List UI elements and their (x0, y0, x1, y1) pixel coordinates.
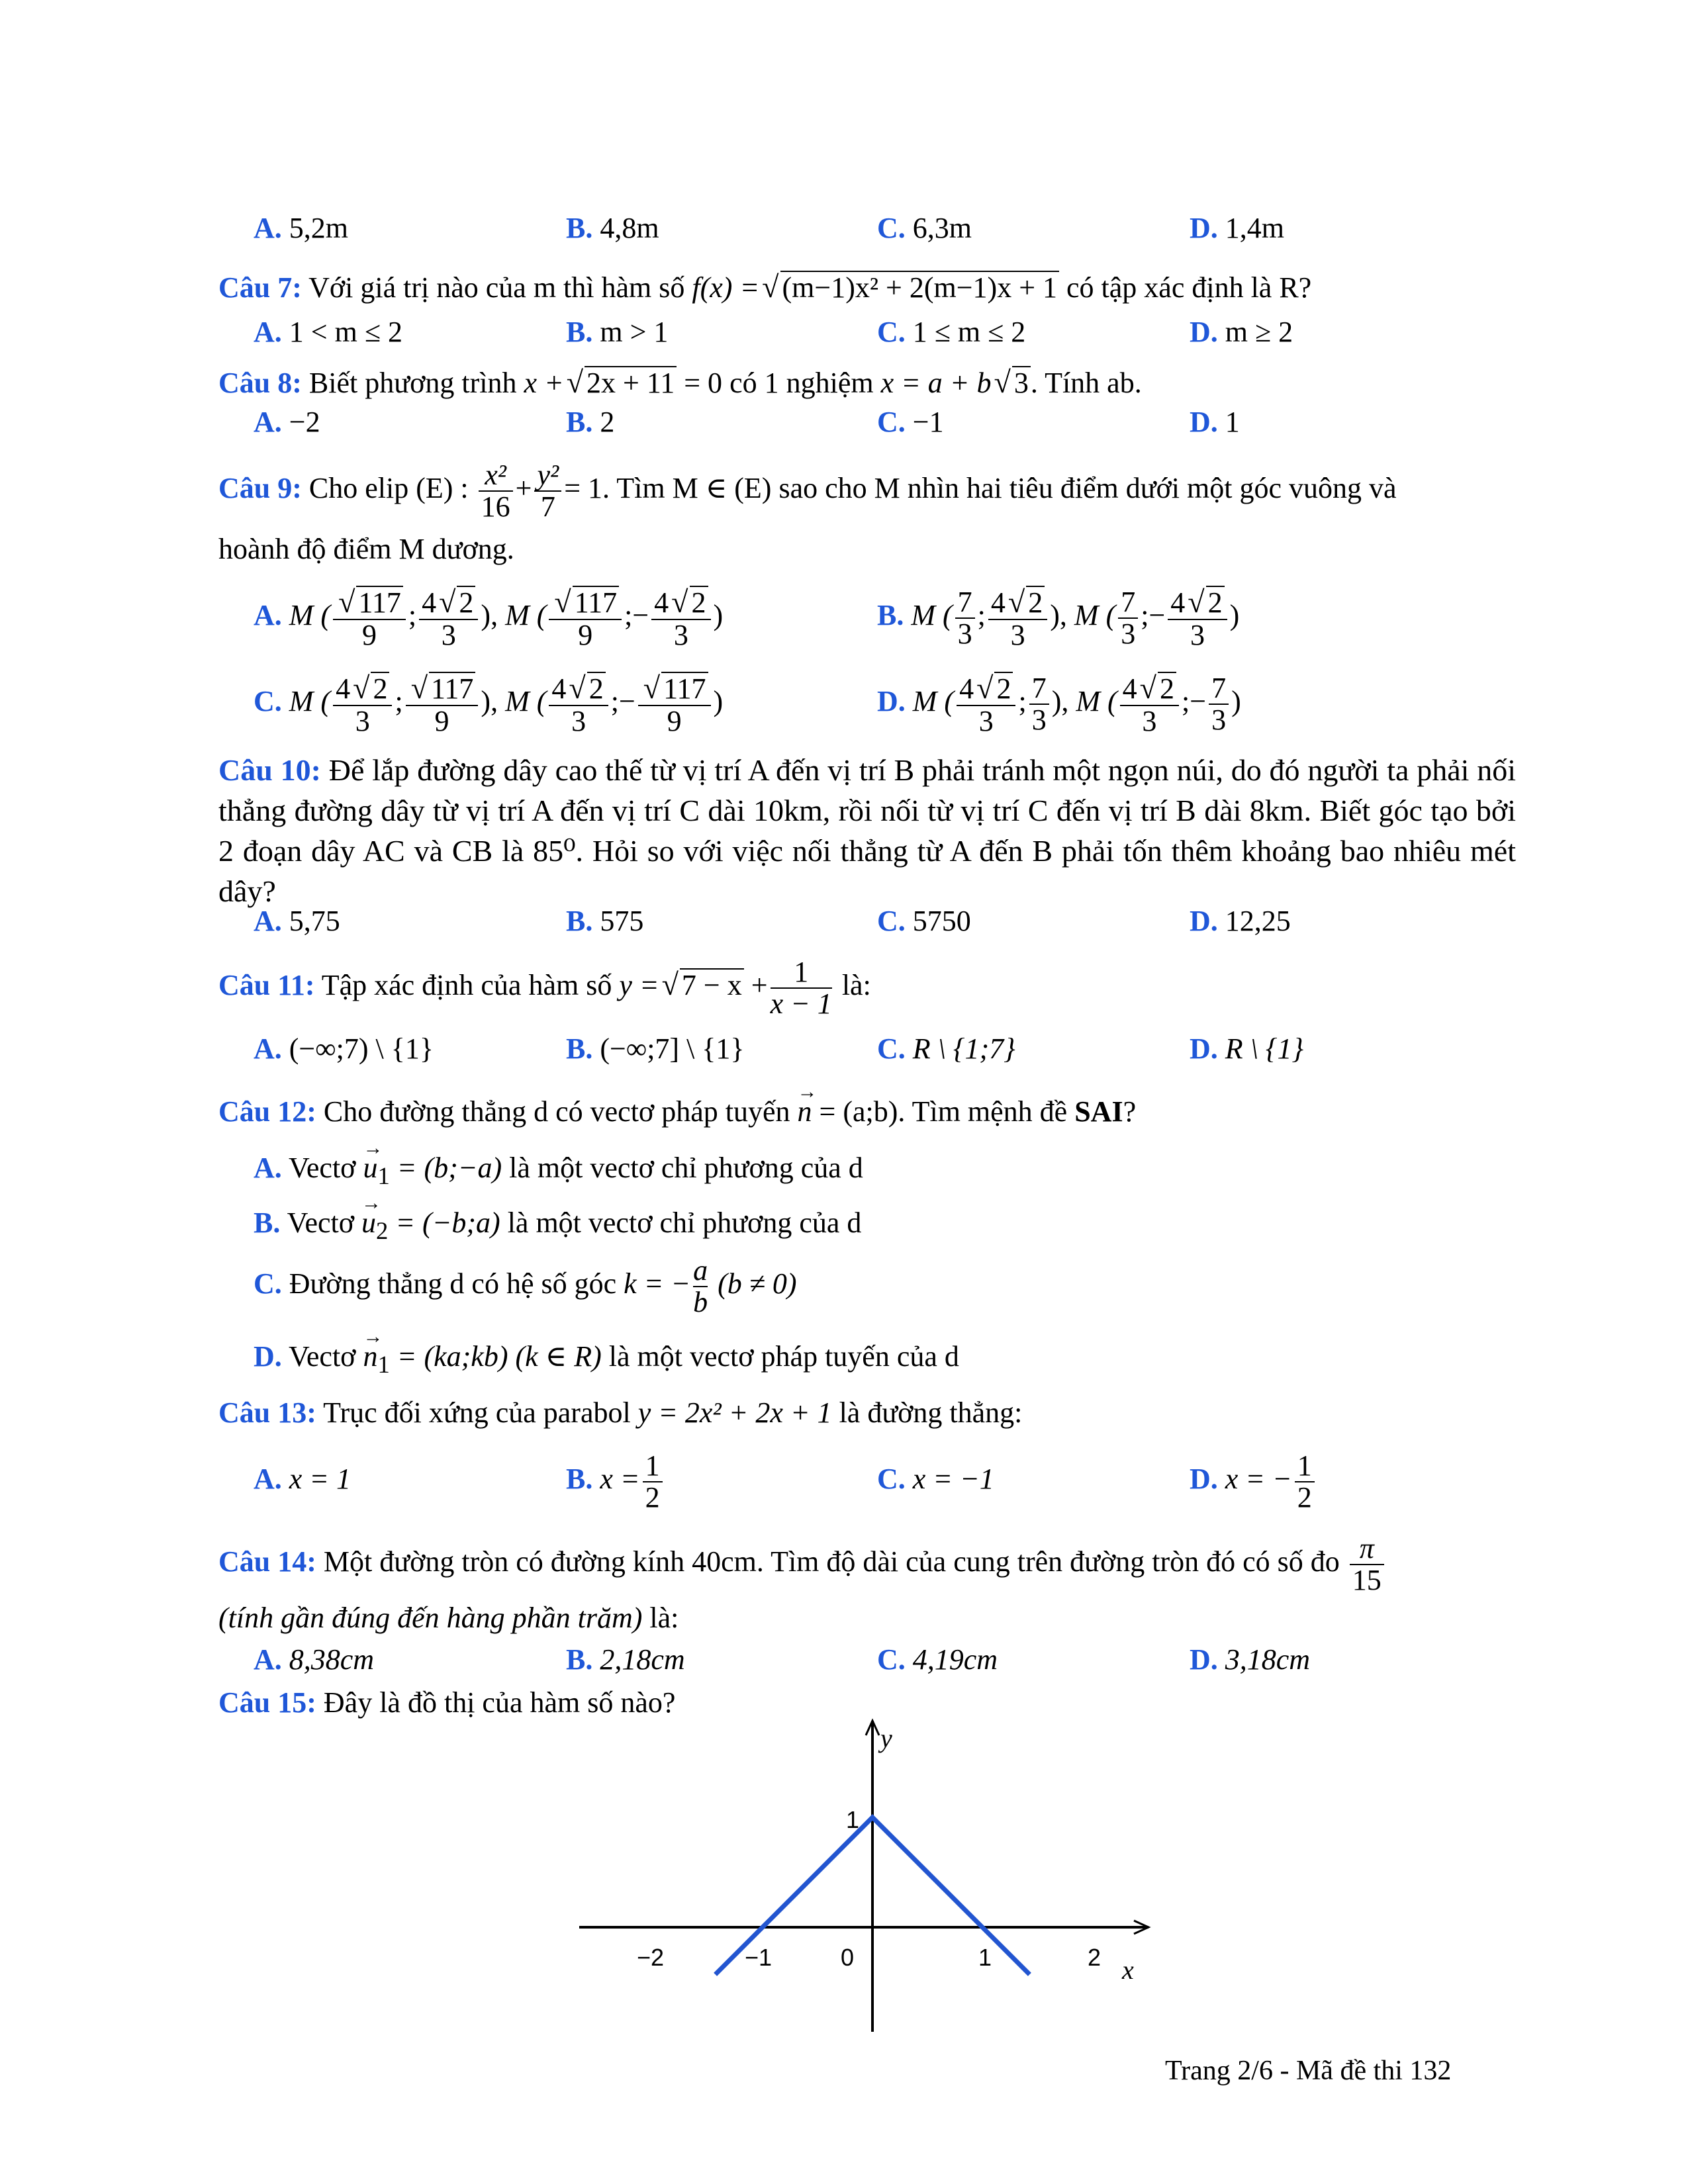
fraction: $\frac{7}{3}$ (1029, 673, 1049, 735)
q7-option-c: C. 1 ≤ m ≤ 2 (877, 316, 1026, 348)
q13-option-d: D. x = − $\frac{1}{2}$ (1190, 1443, 1317, 1516)
q12-option-d: D. Vectơ → $n_1$ = (ka;kb) (k ∈ R) là một vectơ pháp tuyến của d (254, 1337, 959, 1385)
q12-option-b: B. Vectơ → $u_2$ = (−b;a) là một vectơ chỉ phương của d (254, 1203, 861, 1251)
vector-n: → n (798, 1092, 812, 1132)
q9-option-c: C. M ( $\frac{4√ 2}{3}$ ; $\frac{√ 117}{9}$ ), M ( $\frac{4√ 2}{3}$ ;− $\frac{√ 117}{9}$ ) (254, 670, 724, 737)
page-footer: Trang 2/6 - Mã đề thi 132 (1165, 2056, 1452, 2086)
q10-option-c: C. 5750 (877, 905, 971, 937)
q11-stem: Câu 11: Tập xác định của hàm số y =√ 7 − x + $\frac{1}{x - 1}$ là: (218, 955, 871, 1020)
fraction: $\frac{7}{3}$ (955, 587, 975, 649)
q7-option-b: B. m > 1 (566, 316, 669, 348)
y-axis-label: y (880, 1723, 892, 1753)
vector-u1: → u (363, 1148, 377, 1188)
fraction: $\frac{1}{2}$ (1295, 1451, 1315, 1513)
q9-option-a: A. M ( $\frac{√ 117}{9}$ ; $\frac{4√ 2}{3}$ ), M ( $\frac{√ 117}{9}$ ;− $\frac{4√ 2}{3}$ ) (254, 584, 724, 651)
fraction: $\frac{4√ 2}{3}$ (549, 672, 608, 737)
q13-option-c: C. x = −1 (877, 1463, 994, 1495)
fraction: $\frac{\pi}{15}$ (1350, 1533, 1384, 1596)
q6-option-d: D. 1,4m (1190, 212, 1285, 244)
tick-label-y-1: 1 (846, 1806, 860, 1833)
q12-option-c: C. Đường thẳng d có hệ số góc k = − $\frac{a}{b}$ (b ≠ 0) (254, 1253, 797, 1318)
q14-stem-line2: (tính gần đúng đến hàng phần trăm) là: (218, 1602, 679, 1634)
q9-option-b: B. M ( $\frac{7}{3}$ ; $\frac{4√ 2}{3}$ ), M ( $\frac{7}{3}$ ;− $\frac{4√ 2}{3}$ ) (877, 584, 1240, 651)
fraction: $\frac{4√ 2}{3}$ (651, 586, 710, 651)
q11-option-d: D. R \ {1} (1190, 1032, 1304, 1065)
fraction: $\frac{\text{x²}}{16}$ (479, 460, 513, 522)
fraction: $\frac{4√ 2}{3}$ (419, 586, 478, 651)
vector-n1: → n (363, 1337, 377, 1377)
fraction: $\frac{√ 117}{9}$ (549, 586, 622, 651)
tick-label-x-0: 0 (841, 1944, 855, 1971)
sqrt-sign: √ (994, 365, 1011, 399)
q15-stem: Câu 15: Đây là đồ thị của hàm số nào? (218, 1686, 676, 1719)
q12-stem: Câu 12: Cho đường thẳng d có vectơ pháp tuyến → n = (a;b). Tìm mệnh đề SAI? (218, 1092, 1136, 1132)
q10-option-b: B. 575 (566, 905, 644, 937)
fraction: $\frac{√ 117}{9}$ (406, 672, 479, 737)
q11-option-c: C. R \ {1;7} (877, 1032, 1015, 1065)
tick-label-x-neg2: −2 (637, 1944, 665, 1971)
fraction: $\frac{√ 117}{9}$ (638, 672, 711, 737)
fraction: $\frac{a}{b}$ (693, 1253, 708, 1318)
q7-stem: Câu 7: Với giá trị nào của m thì hàm số f(x) =√ (m−1)x² + 2(m−1)x + 1 có tập xác định là R? (218, 270, 1312, 304)
q8-option-c: C. −1 (877, 406, 944, 438)
q13-option-a: A. x = 1 (254, 1463, 352, 1495)
fraction: $\frac{√ 117}{9}$ (333, 586, 406, 651)
q10-stem: Câu 10: Để lắp đường dây cao thế từ vị trí A đến vị trí B phải tránh một ngọn núi, do đó người ta phải nối thẳng đường dây từ vị trí A đến vị trí C dài 10km, rồi nối từ vị trí C đến vị trí B dài 8km. Biết góc tạo bởi 2 đoạn dây AC và CB là 85⁰. Hỏi so với việc nối thẳng từ A đến B phải tốn thêm khoảng bao nhiêu mét dây? (218, 753, 1517, 908)
tick-label-x-neg1: −1 (745, 1944, 773, 1971)
fraction: $\frac{4√ 2}{3}$ (1168, 586, 1227, 651)
vector-u2: → u (361, 1203, 376, 1243)
q14-option-c: C. 4,19cm (877, 1643, 998, 1676)
q7-option-a: A. 1 < m ≤ 2 (254, 316, 402, 348)
q10-option-a: A. 5,75 (254, 905, 340, 937)
q13-option-b: B. x = $\frac{1}{2}$ (566, 1443, 665, 1516)
q8-option-d: D. 1 (1190, 406, 1240, 438)
sqrt-sign: √ (661, 968, 679, 1001)
q11-option-a: A. (−∞;7) \ {1} (254, 1032, 434, 1065)
fraction: $\frac{4√ 2}{3}$ (333, 672, 392, 737)
q9-stem: Câu 9: Cho elip (E) : $\frac{\text{x²}}{16}$ + $\frac{\text{y²}}{7}$ = 1. Tìm M ∈ (E) sao cho M nhìn hai tiêu điểm dưới một góc vuông và (218, 458, 1397, 523)
q8-stem: Câu 8: Biết phương trình x +√ 2x + 11 = 0 có 1 nghiệm x = a + b√ 3. Tính ab. (218, 365, 1142, 399)
tick-label-x-2: 2 (1088, 1944, 1102, 1971)
sqrt-sign: √ (566, 365, 584, 399)
q8-option-b: B. 2 (566, 406, 615, 438)
q12-option-a: A. Vectơ → $u_1$ = (b;−a) là một vectơ chỉ phương của d (254, 1148, 863, 1196)
fraction: $\frac{4√ 2}{3}$ (1120, 672, 1179, 737)
fraction: $\frac{7}{3}$ (1209, 673, 1229, 735)
q9-option-d: D. M ( $\frac{4√ 2}{3}$ ; $\frac{7}{3}$ ), M ( $\frac{4√ 2}{3}$ ;− $\frac{7}{3}$ ) (877, 670, 1241, 737)
q6-option-b: B. 4,8m (566, 212, 659, 244)
fraction: $\frac{7}{3}$ (1118, 587, 1138, 649)
fraction: $\frac{4√ 2}{3}$ (957, 672, 1015, 737)
q6-option-c: C. 6,3m (877, 212, 972, 244)
q14-option-d: D. 3,18cm (1190, 1643, 1311, 1676)
q8-option-a: A. −2 (254, 406, 320, 438)
sqrt-sign: √ (762, 270, 779, 304)
x-axis-label: x (1122, 1955, 1134, 1985)
q7-option-d: D. m ≥ 2 (1190, 316, 1293, 348)
q13-stem: Câu 13: Trục đối xứng của parabol y = 2x² + 2x + 1 là đường thẳng: (218, 1396, 1023, 1429)
fraction: $\frac{\text{y²}}{7}$ (534, 460, 561, 522)
fraction: $\frac{1}{2}$ (643, 1451, 663, 1513)
fraction: $\frac{1}{x - 1}$ (770, 955, 832, 1020)
fraction: $\frac{4√ 2}{3}$ (988, 586, 1047, 651)
tick-label-x-1: 1 (978, 1944, 992, 1971)
q11-option-b: B. (−∞;7] \ {1} (566, 1032, 745, 1065)
q10-option-d: D. 12,25 (1190, 905, 1291, 937)
q14-stem: Câu 14: Một đường tròn có đường kính 40cm. Tìm độ dài của cung trên đường tròn đó có số đo $\frac{\pi}{15}$ (218, 1525, 1387, 1598)
q14-option-a: A. 8,38cm (254, 1643, 375, 1676)
q9-stem-line2: hoành độ điểm M dương. (218, 533, 514, 565)
q6-option-a: A. 5,2m (254, 212, 349, 244)
q14-option-b: B. 2,18cm (566, 1643, 685, 1676)
